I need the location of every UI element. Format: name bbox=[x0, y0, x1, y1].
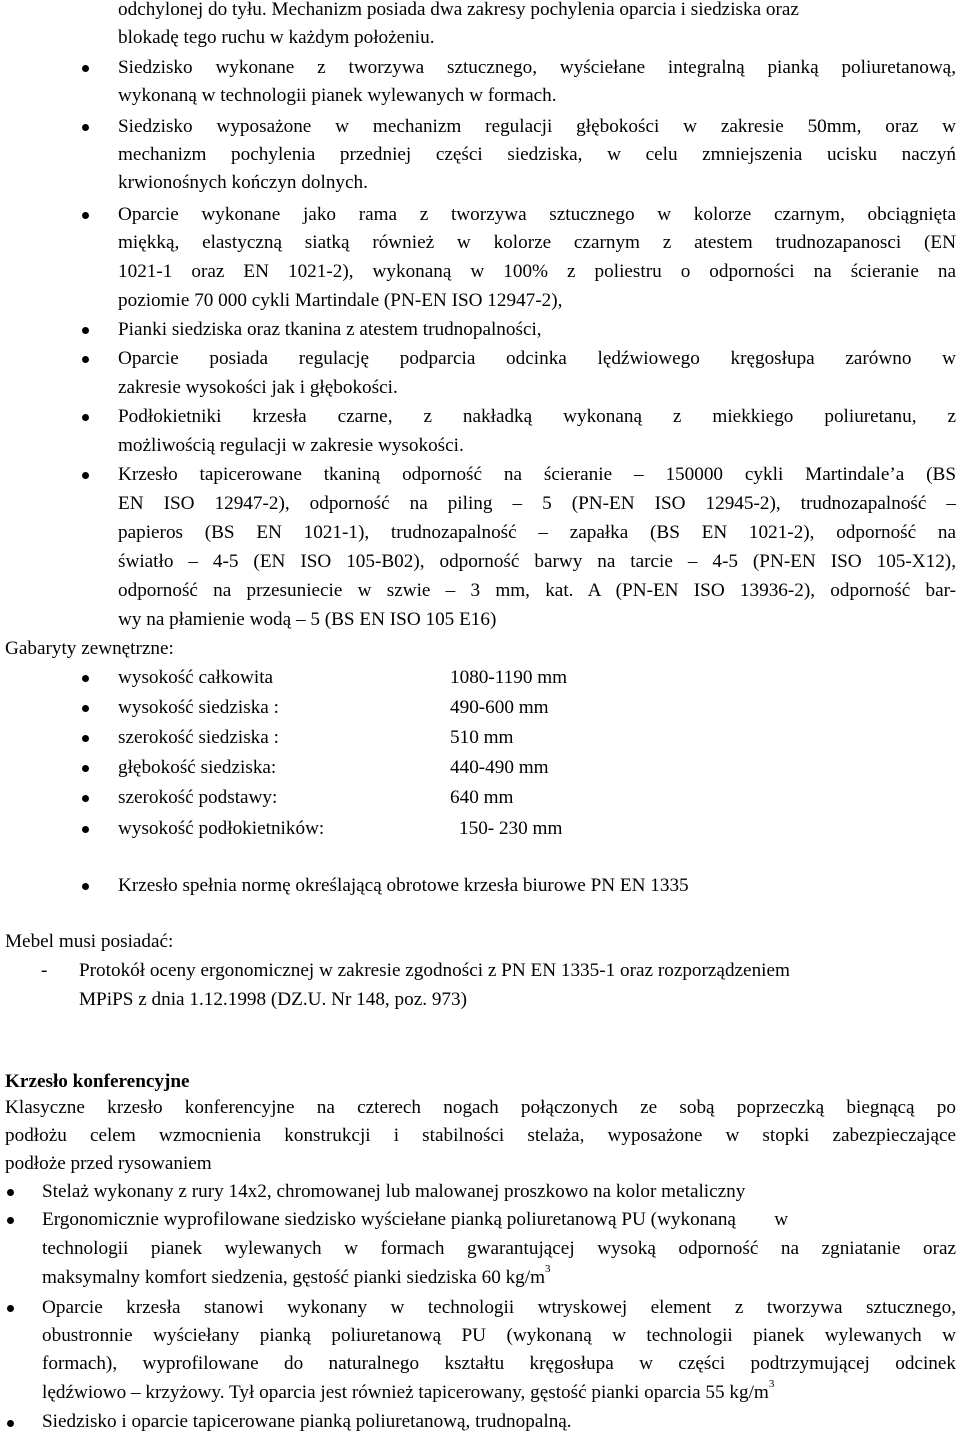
text-line: Oparcie posiada regulację podparcia odcinka lędźwiowego kręgosłupa zarówno w bbox=[118, 348, 956, 369]
bullet-icon bbox=[82, 883, 89, 890]
text-line: Oparcie krzesła stanowi wykonany w technologii wtryskowej element z tworzywa sztucznego, bbox=[42, 1297, 956, 1318]
text-line: 1021-1 oraz EN 1021-2), wykonaną w 100% z poliestru o odporności na ścieranie na bbox=[118, 261, 956, 282]
text-line: Protokół oceny ergonomicznej w zakresie zgodności z PN EN 1335-1 oraz rozporządzeniem bbox=[79, 960, 790, 981]
text-line: blokadę tego ruchu w każdym położeniu. bbox=[118, 27, 435, 48]
dimension-label: wysokość całkowita bbox=[118, 667, 274, 688]
text-line: Klasyczne krzesło konferencyjne na czterech nogach połączonych ze sobą poprzeczką biegnącą po bbox=[5, 1097, 956, 1118]
bullet-icon bbox=[82, 795, 89, 802]
text-line: Siedzisko wyposażone w mechanizm regulacji głębokości w zakresie 50mm, oraz w bbox=[118, 116, 956, 137]
text-line: mechanizm pochylenia przedniej części siedziska, w celu zmniejszenia ucisku naczyń bbox=[118, 144, 956, 165]
text-line: podłoże przed rysowaniem bbox=[5, 1153, 212, 1174]
bullet-icon bbox=[82, 212, 89, 219]
dimension-label: głębokość siedziska: bbox=[118, 757, 277, 778]
text-line: światło – 4-5 (EN ISO 105-B02), odporność barwy na tarcie – 4-5 (PN-EN ISO 105-X12), bbox=[118, 551, 956, 572]
text-line: Siedzisko wykonane z tworzywa sztucznego, wyściełane integralną pianką poliuretanową, bbox=[118, 57, 956, 78]
text-line: MPiPS z dnia 1.12.1998 (DZ.U. Nr 148, poz. 973) bbox=[79, 989, 467, 1010]
bullet-icon bbox=[82, 356, 89, 363]
dimension-value: 640 mm bbox=[450, 787, 514, 808]
dimension-value: 1080-1190 mm bbox=[450, 667, 568, 688]
bullet-icon bbox=[82, 327, 89, 334]
dimension-value: 490-600 mm bbox=[450, 697, 549, 718]
text-span: lędźwiowo – krzyżowy. Tył oparcia jest również tapicerowany, gęstość pianki oparcia 55 kg/m bbox=[42, 1382, 769, 1403]
bullet-icon bbox=[82, 414, 89, 421]
text-line: papieros (BS EN 1021-1), trudnozapalność – zapałka (BS EN 1021-2), odporność na bbox=[118, 522, 956, 543]
dimension-label: wysokość siedziska : bbox=[118, 697, 279, 718]
dimension-label: szerokość siedziska : bbox=[118, 727, 279, 748]
bullet-icon bbox=[82, 675, 89, 682]
dimension-value: 510 mm bbox=[450, 727, 514, 748]
text-line: Podłokietniki krzesła czarne, z nakładką wykonaną z miekkiego poliuretanu, z bbox=[118, 406, 956, 427]
text-line: EN ISO 12947-2), odporność na piling – 5 (PN-EN ISO 12945-2), trudnozapalność – bbox=[118, 493, 956, 514]
text-line: Siedzisko i oparcie tapicerowane pianką poliuretanową, trudnopalną. bbox=[42, 1411, 572, 1432]
text-line: Stelaż wykonany z rury 14x2, chromowanej lub malowanej proszkowo na kolor metaliczny bbox=[42, 1181, 746, 1202]
superscript: 3 bbox=[545, 1263, 551, 1275]
text-line: Ergonomicznie wyprofilowane siedzisko wyściełane pianką poliuretanową PU (wykonaną w bbox=[42, 1209, 789, 1230]
bullet-icon bbox=[82, 705, 89, 712]
bullet-icon bbox=[82, 765, 89, 772]
text-line: odporność na przesuniecie w szwie – 3 mm, kat. A (PN-EN ISO 13936-2), odporność bar- bbox=[118, 580, 956, 601]
bullet-icon bbox=[82, 65, 89, 72]
text-line: wy na płamienie wodą – 5 (BS EN ISO 105 E16) bbox=[118, 609, 497, 630]
dash-marker: - bbox=[41, 960, 48, 981]
text-line: Krzesło tapicerowane tkaniną odporność na ścieranie – 150000 cykli Martindale’a (BS bbox=[118, 464, 956, 485]
text-line: możliwością regulacji w zakresie wysokości. bbox=[118, 435, 464, 456]
bullet-icon bbox=[82, 472, 89, 479]
bullet-icon bbox=[82, 826, 89, 833]
text-line: odchylonej do tyłu. Mechanizm posiada dwa zakresy pochylenia oparcia i siedziska oraz bbox=[118, 0, 799, 20]
text-line: Pianki siedziska oraz tkanina z atestem trudnopalności, bbox=[118, 319, 542, 340]
text-line: krwionośnych kończyn dolnych. bbox=[118, 172, 368, 193]
bullet-icon bbox=[7, 1189, 14, 1196]
text-span: maksymalny komfort siedzenia, gęstość pianki siedziska 60 kg/m bbox=[42, 1267, 546, 1288]
text-line: poziomie 70 000 cykli Martindale (PN-EN ISO 12947-2), bbox=[118, 290, 563, 311]
text-line: Oparcie wykonane jako rama z tworzywa sztucznego w kolorze czarnym, obciągnięta bbox=[118, 204, 956, 225]
dimension-value: 440-490 mm bbox=[450, 757, 549, 778]
dimension-value: 150- 230 mm bbox=[459, 818, 563, 839]
text-line: obustronnie wyściełany pianką poliuretanową PU (wykonaną w technologii pianek wylewanych w bbox=[42, 1325, 956, 1346]
dimensions-heading: Gabaryty zewnętrzne: bbox=[5, 638, 174, 659]
bullet-icon bbox=[82, 735, 89, 742]
bullet-icon bbox=[7, 1217, 14, 1224]
text-line: zakresie wysokości jak i głębokości. bbox=[118, 377, 398, 398]
text-line: formach), wyprofilowane do naturalnego kształtu kręgosłupa w części podtrzymującej odcinek bbox=[42, 1353, 956, 1374]
text-line: miękką, elastyczną siatką również w kolorze czarnym z atestem trudnozapanosci (EN bbox=[118, 232, 956, 253]
dimension-label: szerokość podstawy: bbox=[118, 787, 278, 808]
dimension-label: wysokość podłokietników: bbox=[118, 818, 325, 839]
text-line: technologii pianek wylewanych w formach gwarantującej wysoką odporność na zgniatanie oraz bbox=[42, 1238, 956, 1259]
section-title: Krzesło konferencyjne bbox=[5, 1071, 190, 1092]
requirements-heading: Mebel musi posiadać: bbox=[5, 931, 174, 952]
text-line bbox=[42, 1263, 551, 1288]
superscript: 3 bbox=[768, 1378, 775, 1390]
bullet-icon bbox=[7, 1420, 14, 1427]
bullet-icon bbox=[7, 1305, 14, 1312]
bullet-icon bbox=[82, 124, 89, 131]
text-line: wykonaną w technologii pianek wylewanych w formach. bbox=[118, 85, 557, 106]
text-line bbox=[42, 1378, 775, 1403]
text-line: podłożu celem wzmocnienia konstrukcji i stabilności stelaża, wyposażone w stopki zabezpieczające bbox=[5, 1125, 956, 1146]
norm-statement: Krzesło spełnia normę określającą obrotowe krzesła biurowe PN EN 1335 bbox=[118, 875, 689, 896]
